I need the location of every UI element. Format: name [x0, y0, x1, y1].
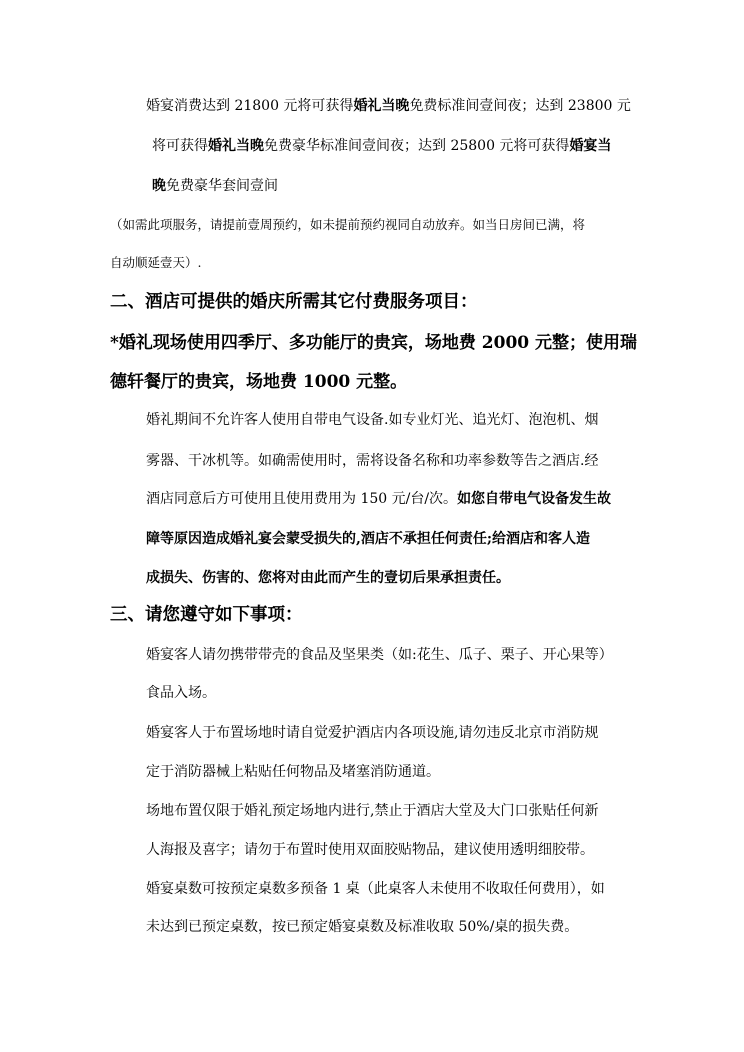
equipment-line-3: 酒店同意后方可使用且使用费用为 150 元/台/次。如您自带电气设备发生故 — [146, 491, 612, 507]
room-offer-line-1: 婚宴消费达到 21800 元将可获得婚礼当晚免费标准间壹间夜；达到 23800 元 — [146, 98, 631, 114]
rule-line-2: 未达到已预定桌数，按已预定婚宴桌数及标准收取 50%/桌的损失费。 — [146, 919, 579, 935]
bullet-icon — [114, 801, 126, 821]
section-2-heading: 二、酒店可提供的婚庆所需其它付费服务项目： — [110, 292, 478, 312]
bullet-icon — [114, 410, 126, 430]
rule-line-2: 定于消防器械上粘贴任何物品及堵塞消防通道。 — [146, 764, 440, 780]
rule-line-2: 食品入场。 — [146, 685, 216, 701]
rule-line-2: 人海报及喜字；请勿于布置时使用双面胶贴物品，建议使用透明细胶带。 — [146, 842, 594, 858]
room-offer-line-3: 晚免费豪华套间壹间 — [152, 178, 278, 194]
bullet-icon — [114, 96, 126, 116]
equipment-line-1: 婚礼期间不允许客人使用自带电气设备.如专业灯光、追光灯、泡泡机、烟 — [146, 412, 599, 428]
rule-line-1: 场地布置仅限于婚礼预定场地内进行,禁止于酒店大堂及大门口张贴任何新 — [146, 803, 599, 819]
venue-fee-line-2: 德轩餐厅的贵宾，场地费 1000 元整。 — [110, 372, 408, 392]
bullet-icon — [114, 723, 126, 743]
room-offer-line-2: 将可获得婚礼当晚免费豪华标准间壹间夜；达到 25800 元将可获得婚宴当 — [152, 138, 612, 154]
equipment-line-2: 雾器、干冰机等。如确需使用时，需将设备名称和功率参数等告之酒店.经 — [146, 453, 599, 469]
booking-note-line-2: 自动顺延壹天）. — [110, 255, 202, 270]
booking-note-line-1: （如需此项服务，请提前壹周预约，如未提前预约视同自动放弃。如当日房间已满，将 — [110, 217, 586, 232]
rule-line-1: 婚宴桌数可按预定桌数多预备 1 桌（此桌客人未使用不收取任何费用），如 — [146, 881, 605, 897]
section-3-heading: 三、请您遵守如下事项： — [110, 605, 303, 625]
rule-line-1: 婚宴客人于布置场地时请自觉爱护酒店内各项设施,请勿违反北京市消防规 — [146, 725, 599, 741]
bullet-icon — [114, 879, 126, 899]
bullet-icon — [114, 645, 126, 665]
rule-line-1: 婚宴客人请勿携带带壳的食品及坚果类（如:花生、瓜子、栗子、开心果等） — [146, 647, 613, 663]
equipment-line-4: 障等原因造成婚礼宴会蒙受损失的,酒店不承担任何责任;给酒店和客人造 — [146, 531, 591, 547]
equipment-line-5: 成损失、伤害的、您将对由此而产生的壹切后果承担责任。 — [146, 570, 510, 586]
venue-fee-line-1: *婚礼现场使用四季厅、多功能厅的贵宾，场地费 2000 元整；使用瑞 — [110, 333, 638, 353]
